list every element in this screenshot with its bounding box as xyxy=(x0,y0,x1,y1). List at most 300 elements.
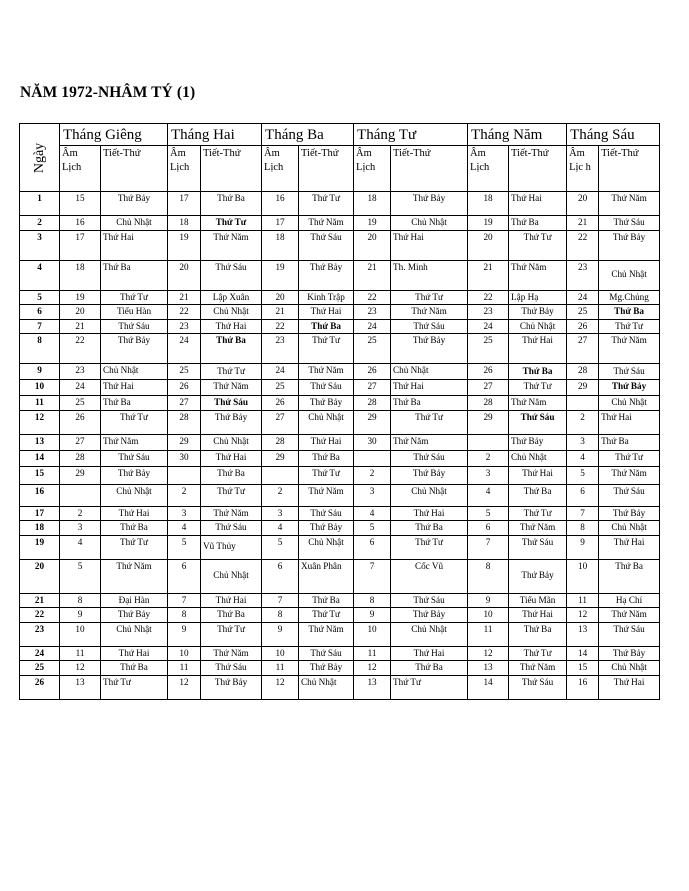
term-weekday-cell: Thứ Sáu xyxy=(299,646,354,661)
term-weekday-cell: Thứ Tư xyxy=(509,230,567,260)
lunar-date-cell: 18 xyxy=(262,230,299,260)
lunar-date-cell: 11 xyxy=(354,646,391,661)
lunar-date-cell xyxy=(262,466,299,484)
lunar-date-cell: 21 xyxy=(60,319,101,334)
lunar-date-cell: 19 xyxy=(354,216,391,231)
term-weekday-cell: Thứ Năm xyxy=(101,434,168,450)
lunar-date-cell: 11 xyxy=(168,661,201,676)
term-weekday-cell: Thứ Bảy xyxy=(509,559,567,593)
lunar-date-cell: 15 xyxy=(60,192,101,216)
table-row xyxy=(20,192,660,216)
term-weekday-cell: Chủ Nhật xyxy=(201,305,262,320)
term-subheader: Tiết-Thứ xyxy=(101,146,168,192)
term-weekday-cell: Thứ Ba xyxy=(201,334,262,364)
term-weekday-cell: Chủ Nhật xyxy=(391,364,468,380)
term-weekday-cell: Thứ Ba xyxy=(201,466,262,484)
lunar-date-cell: 8 xyxy=(354,593,391,608)
day-number: 24 xyxy=(20,646,60,661)
table-row xyxy=(20,410,660,434)
lunar-date-cell: 20 xyxy=(468,230,509,260)
day-number: 12 xyxy=(20,410,60,434)
lunar-subheader: Âm Lịc h xyxy=(567,146,599,192)
lunar-date-cell: 25 xyxy=(567,305,599,320)
term-weekday-cell: Thứ Ba xyxy=(201,192,262,216)
lunar-date-cell: 21 xyxy=(468,260,509,290)
day-number: 13 xyxy=(20,434,60,450)
term-weekday-cell: Thứ Năm xyxy=(391,434,468,450)
term-weekday-cell: Th. Minh xyxy=(391,260,468,290)
lunar-date-cell: 21 xyxy=(567,216,599,231)
lunar-date-cell: 9 xyxy=(567,535,599,559)
table-row xyxy=(20,319,660,334)
term-weekday-cell: Thứ Sáu xyxy=(391,450,468,466)
lunar-date-cell: 7 xyxy=(262,593,299,608)
term-weekday-cell: Chủ Nhật xyxy=(391,216,468,231)
term-weekday-cell: Thứ Ba xyxy=(299,450,354,466)
term-weekday-cell: Thứ Sáu xyxy=(391,593,468,608)
lunar-subheader: Âm Lịch xyxy=(168,146,201,192)
lunar-date-cell: 26 xyxy=(262,396,299,411)
lunar-date-cell: 5 xyxy=(468,506,509,521)
table-row xyxy=(20,646,660,661)
term-subheader: Tiết-Thứ xyxy=(391,146,468,192)
lunar-date-cell: 15 xyxy=(567,661,599,676)
term-weekday-cell: Thứ Bảy xyxy=(599,380,660,396)
term-subheader: Tiết-Thứ xyxy=(509,146,567,192)
lunar-date-cell: 4 xyxy=(60,535,101,559)
month-header: Tháng Giêng xyxy=(60,124,168,146)
term-weekday-cell: Tiểu Mãn xyxy=(509,593,567,608)
lunar-date-cell: 26 xyxy=(468,364,509,380)
term-weekday-cell: Lập Hạ xyxy=(509,290,567,305)
table-row xyxy=(20,559,660,593)
lunar-date-cell: 23 xyxy=(60,364,101,380)
term-weekday-cell: Thứ Sáu xyxy=(299,230,354,260)
term-weekday-cell: Thứ Ba xyxy=(101,260,168,290)
lunar-date-cell: 28 xyxy=(468,396,509,411)
term-weekday-cell: Thứ Sáu xyxy=(599,216,660,231)
term-subheader: Tiết-Thứ xyxy=(599,146,660,192)
term-weekday-cell: Thứ Tư xyxy=(201,216,262,231)
lunar-date-cell: 6 xyxy=(262,559,299,593)
term-weekday-cell: Thứ Năm xyxy=(599,192,660,216)
term-weekday-cell: Thứ Tư xyxy=(509,380,567,396)
month-header: Tháng Tư xyxy=(354,124,468,146)
lunar-date-cell: 20 xyxy=(262,290,299,305)
table-row xyxy=(20,484,660,506)
lunar-date-cell: 25 xyxy=(468,334,509,364)
term-weekday-cell: Kinh Trập xyxy=(299,290,354,305)
lunar-date-cell: 10 xyxy=(468,608,509,623)
lunar-date-cell: 5 xyxy=(262,535,299,559)
lunar-date-cell: 25 xyxy=(354,334,391,364)
table-row xyxy=(20,661,660,676)
term-weekday-cell: Thứ Tư xyxy=(101,290,168,305)
term-weekday-cell: Thứ Tư xyxy=(299,466,354,484)
term-weekday-cell: Thứ Hai xyxy=(509,466,567,484)
term-weekday-cell: Thứ Tư xyxy=(101,410,168,434)
term-weekday-cell: Thứ Bảy xyxy=(299,521,354,536)
lunar-date-cell: 29 xyxy=(262,450,299,466)
term-weekday-cell: Thứ Bảy xyxy=(299,661,354,676)
term-weekday-cell: Chủ Nhật xyxy=(299,535,354,559)
lunar-date-cell: 26 xyxy=(60,410,101,434)
lunar-date-cell: 27 xyxy=(468,380,509,396)
lunar-date-cell xyxy=(60,484,101,506)
table-row xyxy=(20,364,660,380)
lunar-date-cell: 25 xyxy=(262,380,299,396)
term-weekday-cell: Thứ Sáu xyxy=(299,380,354,396)
lunar-date-cell: 23 xyxy=(354,305,391,320)
lunar-date-cell: 19 xyxy=(168,230,201,260)
lunar-date-cell: 2 xyxy=(468,450,509,466)
term-weekday-cell: Thứ Năm xyxy=(509,260,567,290)
lunar-date-cell: 10 xyxy=(262,646,299,661)
term-weekday-cell: Vũ Thủy xyxy=(201,535,262,559)
term-weekday-cell: Chủ Nhật xyxy=(599,396,660,411)
term-weekday-cell: Chủ Nhật xyxy=(599,661,660,676)
term-weekday-cell: Thứ Ba xyxy=(201,608,262,623)
lunar-date-cell: 16 xyxy=(567,675,599,699)
term-weekday-cell: Thứ Ba xyxy=(599,434,660,450)
term-weekday-cell: Thứ Sáu xyxy=(509,410,567,434)
day-number: 19 xyxy=(20,535,60,559)
lunar-date-cell: 4 xyxy=(168,521,201,536)
lunar-date-cell: 29 xyxy=(468,410,509,434)
lunar-date-cell: 5 xyxy=(567,466,599,484)
lunar-date-cell: 28 xyxy=(168,410,201,434)
lunar-date-cell: 11 xyxy=(567,593,599,608)
lunar-date-cell: 9 xyxy=(262,622,299,646)
term-weekday-cell: Thứ Năm xyxy=(201,230,262,260)
term-weekday-cell: Chủ Nhật xyxy=(201,559,262,593)
term-weekday-cell: Thứ Sáu xyxy=(509,535,567,559)
term-weekday-cell: Thứ Bảy xyxy=(299,396,354,411)
lunar-date-cell: 14 xyxy=(468,675,509,699)
lunar-date-cell: 3 xyxy=(468,466,509,484)
table-row xyxy=(20,593,660,608)
term-weekday-cell: Thứ Tư xyxy=(509,646,567,661)
table-row xyxy=(20,608,660,623)
term-weekday-cell: Thứ Hai xyxy=(101,646,168,661)
lunar-date-cell: 28 xyxy=(60,450,101,466)
term-weekday-cell: Thứ Tư xyxy=(201,484,262,506)
lunar-date-cell: 8 xyxy=(262,608,299,623)
term-weekday-cell: Thứ Sáu xyxy=(201,260,262,290)
lunar-date-cell: 7 xyxy=(468,535,509,559)
lunar-date-cell xyxy=(468,434,509,450)
table-row xyxy=(20,434,660,450)
lunar-date-cell: 19 xyxy=(468,216,509,231)
term-weekday-cell: Thứ Sáu xyxy=(201,396,262,411)
lunar-date-cell: 16 xyxy=(60,216,101,231)
term-weekday-cell: Chủ Nhật xyxy=(299,675,354,699)
lunar-date-cell: 16 xyxy=(262,192,299,216)
lunar-date-cell: 22 xyxy=(354,290,391,305)
lunar-subheader: Âm Lịch xyxy=(60,146,101,192)
term-weekday-cell: Thứ Hai xyxy=(299,434,354,450)
lunar-date-cell: 26 xyxy=(168,380,201,396)
term-weekday-cell: Chủ Nhật xyxy=(509,319,567,334)
term-weekday-cell: Thứ Tư xyxy=(599,319,660,334)
term-weekday-cell: Thứ Năm xyxy=(299,216,354,231)
term-weekday-cell: Thứ Hai xyxy=(201,593,262,608)
day-number: 25 xyxy=(20,661,60,676)
term-weekday-cell: Chủ Nhật xyxy=(391,622,468,646)
lunar-date-cell: 3 xyxy=(354,484,391,506)
term-weekday-cell: Thứ Bảy xyxy=(391,608,468,623)
lunar-date-cell: 17 xyxy=(262,216,299,231)
term-weekday-cell: Thứ Năm xyxy=(391,305,468,320)
lunar-date-cell: 10 xyxy=(60,622,101,646)
day-number: 4 xyxy=(20,260,60,290)
term-weekday-cell: Thứ Năm xyxy=(509,396,567,411)
lunar-date-cell: 24 xyxy=(60,380,101,396)
term-weekday-cell: Thứ Sáu xyxy=(599,364,660,380)
lunar-date-cell: 26 xyxy=(354,364,391,380)
lunar-date-cell: 25 xyxy=(168,364,201,380)
lunar-date-cell: 29 xyxy=(354,410,391,434)
term-weekday-cell: Thứ Tư xyxy=(201,622,262,646)
lunar-date-cell: 11 xyxy=(60,646,101,661)
lunar-date-cell: 9 xyxy=(168,622,201,646)
term-weekday-cell: Thứ Ba xyxy=(599,559,660,593)
term-weekday-cell: Thứ Ba xyxy=(391,661,468,676)
term-weekday-cell: Thứ Bảy xyxy=(391,334,468,364)
day-number: 11 xyxy=(20,396,60,411)
term-weekday-cell: Thứ Tư xyxy=(299,608,354,623)
term-weekday-cell: Thứ Tư xyxy=(101,675,168,699)
day-number: 22 xyxy=(20,608,60,623)
day-number: 1 xyxy=(20,192,60,216)
lunar-date-cell: 2 xyxy=(262,484,299,506)
day-number: 7 xyxy=(20,319,60,334)
term-weekday-cell: Thứ Năm xyxy=(201,646,262,661)
day-number: 8 xyxy=(20,334,60,364)
lunar-date-cell: 10 xyxy=(168,646,201,661)
day-number: 15 xyxy=(20,466,60,484)
table-row xyxy=(20,535,660,559)
day-number: 5 xyxy=(20,290,60,305)
term-weekday-cell: Thứ Tư xyxy=(101,535,168,559)
lunar-date-cell: 9 xyxy=(60,608,101,623)
term-weekday-cell: Thứ Năm xyxy=(599,608,660,623)
lunar-date-cell: 20 xyxy=(60,305,101,320)
lunar-date-cell: 11 xyxy=(262,661,299,676)
term-weekday-cell: Thứ Năm xyxy=(599,466,660,484)
term-weekday-cell: Thứ Sáu xyxy=(391,319,468,334)
lunar-date-cell: 28 xyxy=(354,396,391,411)
lunar-date-cell: 2 xyxy=(60,506,101,521)
term-weekday-cell: Thứ Sáu xyxy=(299,506,354,521)
lunar-date-cell: 8 xyxy=(567,521,599,536)
lunar-date-cell: 4 xyxy=(262,521,299,536)
term-weekday-cell: Thứ Bảy xyxy=(509,434,567,450)
lunar-date-cell: 4 xyxy=(468,484,509,506)
day-number: 10 xyxy=(20,380,60,396)
term-weekday-cell: Cốc Vũ xyxy=(391,559,468,593)
term-weekday-cell: Thứ Ba xyxy=(299,319,354,334)
term-weekday-cell: Thứ Năm xyxy=(201,380,262,396)
table-row xyxy=(20,466,660,484)
lunar-date-cell: 30 xyxy=(168,450,201,466)
term-weekday-cell: Thứ Năm xyxy=(299,622,354,646)
day-column-header xyxy=(20,124,60,192)
term-weekday-cell: Thứ Tư xyxy=(391,535,468,559)
term-weekday-cell: Thứ Hai xyxy=(599,410,660,434)
lunar-date-cell: 24 xyxy=(168,334,201,364)
lunar-date-cell: 24 xyxy=(567,290,599,305)
term-weekday-cell: Chủ Nhật xyxy=(509,450,567,466)
lunar-date-cell: 7 xyxy=(168,593,201,608)
lunar-date-cell: 18 xyxy=(60,260,101,290)
lunar-date-cell: 3 xyxy=(262,506,299,521)
lunar-date-cell: 12 xyxy=(354,661,391,676)
lunar-date-cell: 26 xyxy=(567,319,599,334)
lunar-date-cell: 21 xyxy=(262,305,299,320)
term-weekday-cell: Thứ Ba xyxy=(391,521,468,536)
term-weekday-cell: Thứ Ba xyxy=(101,521,168,536)
term-weekday-cell: Thứ Ba xyxy=(101,661,168,676)
lunar-date-cell: 6 xyxy=(468,521,509,536)
term-weekday-cell: Mg.Chủng xyxy=(599,290,660,305)
term-weekday-cell: Chủ Nhật xyxy=(299,410,354,434)
table-row xyxy=(20,380,660,396)
lunar-date-cell: 8 xyxy=(168,608,201,623)
term-weekday-cell: Thứ Ba xyxy=(509,622,567,646)
day-number: 3 xyxy=(20,230,60,260)
lunar-date-cell: 13 xyxy=(354,675,391,699)
table-row xyxy=(20,506,660,521)
term-weekday-cell: Thứ Bảy xyxy=(391,192,468,216)
lunar-calendar-table xyxy=(19,123,660,700)
term-weekday-cell: Thứ Hai xyxy=(201,319,262,334)
lunar-date-cell: 12 xyxy=(60,661,101,676)
term-weekday-cell: Thứ Tư xyxy=(509,506,567,521)
lunar-subheader: Âm Lịch xyxy=(262,146,299,192)
term-weekday-cell: Thứ Bảy xyxy=(599,646,660,661)
lunar-date-cell: 10 xyxy=(567,559,599,593)
term-weekday-cell: Thứ Bảy xyxy=(201,675,262,699)
lunar-date-cell: 13 xyxy=(60,675,101,699)
term-weekday-cell: Thứ Sáu xyxy=(101,450,168,466)
term-weekday-cell: Thứ Ba xyxy=(599,305,660,320)
lunar-date-cell: 27 xyxy=(262,410,299,434)
term-weekday-cell: Thứ Ba xyxy=(391,396,468,411)
lunar-date-cell: 20 xyxy=(567,192,599,216)
lunar-date-cell: 5 xyxy=(354,521,391,536)
term-weekday-cell: Thứ Hai xyxy=(509,608,567,623)
term-weekday-cell: Thứ Bảy xyxy=(101,608,168,623)
lunar-date-cell: 8 xyxy=(468,559,509,593)
lunar-date-cell: 8 xyxy=(60,593,101,608)
term-weekday-cell: Thứ Tư xyxy=(391,290,468,305)
lunar-date-cell: 18 xyxy=(354,192,391,216)
lunar-date-cell: 24 xyxy=(262,364,299,380)
term-weekday-cell: Thứ Tư xyxy=(299,192,354,216)
term-weekday-cell: Chủ Nhật xyxy=(101,622,168,646)
lunar-date-cell: 22 xyxy=(468,290,509,305)
lunar-date-cell: 19 xyxy=(262,260,299,290)
lunar-date-cell: 12 xyxy=(262,675,299,699)
term-weekday-cell: Thứ Ba xyxy=(509,364,567,380)
table-row xyxy=(20,290,660,305)
lunar-date-cell: 4 xyxy=(567,450,599,466)
term-weekday-cell: Thứ Bảy xyxy=(201,410,262,434)
lunar-date-cell: 4 xyxy=(354,506,391,521)
lunar-date-cell: 20 xyxy=(354,230,391,260)
lunar-date-cell: 13 xyxy=(468,661,509,676)
term-weekday-cell: Lập Xuân xyxy=(201,290,262,305)
lunar-date-cell: 30 xyxy=(354,434,391,450)
lunar-date-cell: 28 xyxy=(567,364,599,380)
lunar-date-cell: 12 xyxy=(567,608,599,623)
lunar-date-cell: 13 xyxy=(567,622,599,646)
lunar-date-cell: 12 xyxy=(468,646,509,661)
table-row xyxy=(20,396,660,411)
term-weekday-cell: Thứ Bảy xyxy=(599,230,660,260)
month-header: Tháng Năm xyxy=(468,124,567,146)
term-weekday-cell: Thứ Bảy xyxy=(101,466,168,484)
term-weekday-cell: Thứ Bảy xyxy=(391,466,468,484)
term-weekday-cell: Thứ Bảy xyxy=(299,260,354,290)
lunar-date-cell: 27 xyxy=(354,380,391,396)
day-number: 18 xyxy=(20,521,60,536)
table-row xyxy=(20,216,660,231)
lunar-date-cell: 24 xyxy=(354,319,391,334)
term-weekday-cell: Thứ Hai xyxy=(599,535,660,559)
lunar-date-cell: 9 xyxy=(354,608,391,623)
term-weekday-cell: Thứ Tư xyxy=(599,450,660,466)
term-weekday-cell: Thứ Năm xyxy=(509,521,567,536)
lunar-date-cell: 23 xyxy=(468,305,509,320)
term-weekday-cell: Chủ Nhật xyxy=(599,260,660,290)
table-row xyxy=(20,230,660,260)
term-weekday-cell: Thứ Hai xyxy=(101,230,168,260)
table-row xyxy=(20,622,660,646)
lunar-date-cell: 12 xyxy=(168,675,201,699)
day-number: 23 xyxy=(20,622,60,646)
term-weekday-cell: Thứ Năm xyxy=(299,484,354,506)
day-number: 17 xyxy=(20,506,60,521)
term-weekday-cell: Thứ Năm xyxy=(299,364,354,380)
term-weekday-cell: Thứ Bảy xyxy=(101,334,168,364)
term-weekday-cell: Thứ Ba xyxy=(509,216,567,231)
term-weekday-cell: Thứ Hai xyxy=(201,450,262,466)
lunar-date-cell: 20 xyxy=(168,260,201,290)
term-weekday-cell: Hạ Chí xyxy=(599,593,660,608)
lunar-date-cell: 7 xyxy=(354,559,391,593)
term-weekday-cell: Thứ Hai xyxy=(391,506,468,521)
term-weekday-cell: Thứ Năm xyxy=(201,506,262,521)
day-number: 26 xyxy=(20,675,60,699)
term-weekday-cell: Thứ Hai xyxy=(391,646,468,661)
term-weekday-cell: Chủ Nhật xyxy=(599,521,660,536)
lunar-date-cell: 5 xyxy=(168,535,201,559)
lunar-date-cell: 6 xyxy=(567,484,599,506)
term-weekday-cell: Thứ Sáu xyxy=(509,675,567,699)
term-weekday-cell: Thứ Hai xyxy=(391,230,468,260)
term-weekday-cell: Chủ Nhật xyxy=(101,216,168,231)
month-header: Tháng Hai xyxy=(168,124,262,146)
lunar-subheader: Âm Lịch xyxy=(354,146,391,192)
term-weekday-cell: Chủ Nhật xyxy=(201,434,262,450)
table-row xyxy=(20,260,660,290)
table-row xyxy=(20,334,660,364)
lunar-date-cell xyxy=(567,396,599,411)
lunar-date-cell: 3 xyxy=(567,434,599,450)
day-number: 14 xyxy=(20,450,60,466)
